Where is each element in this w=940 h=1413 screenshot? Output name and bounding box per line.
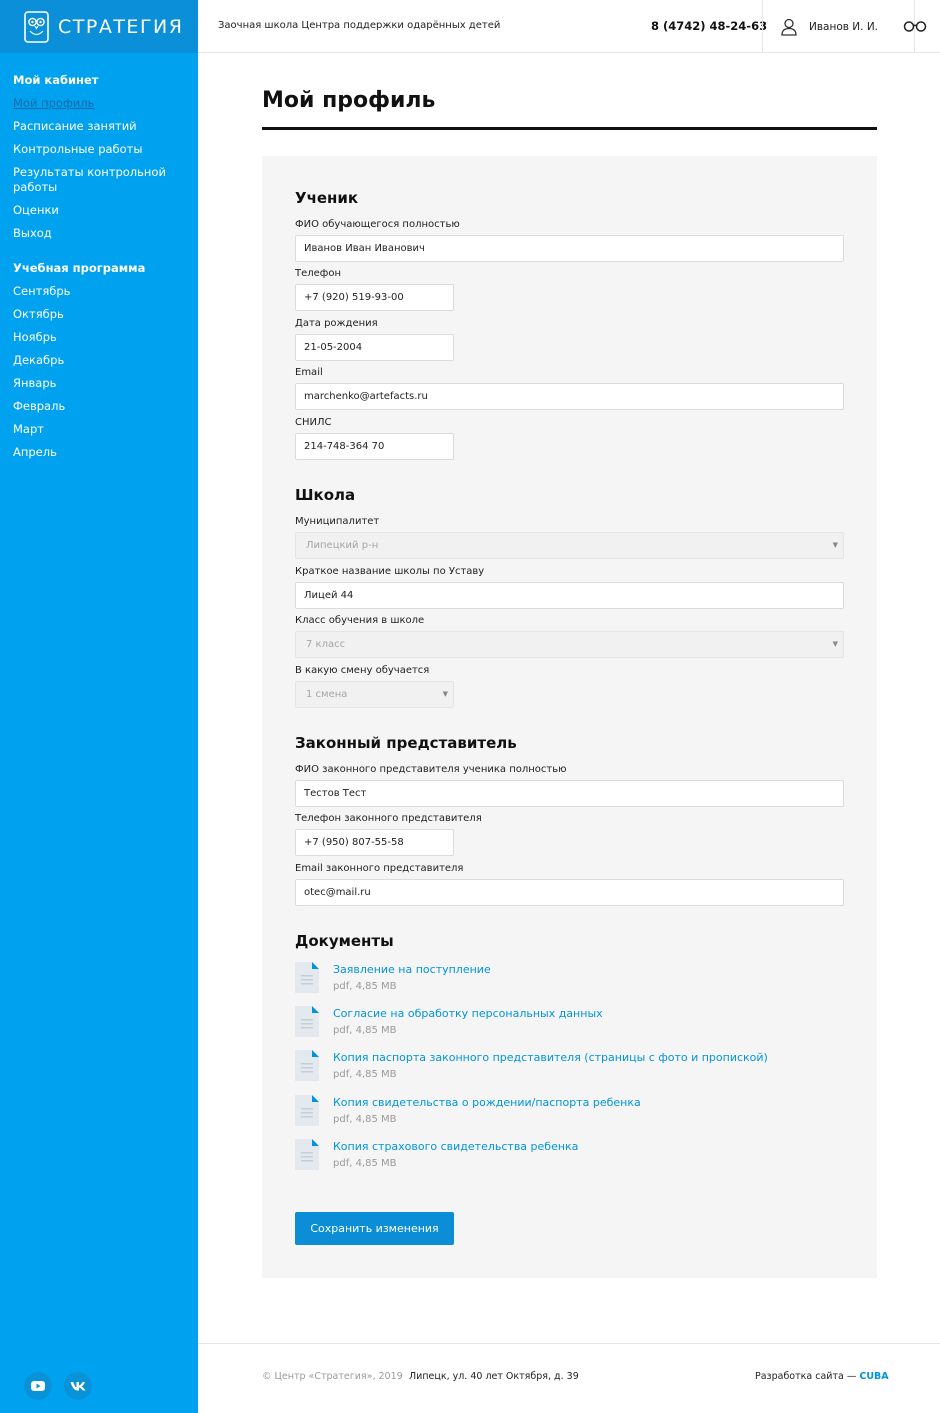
student-email-input[interactable]: marchenko@artefacts.ru (295, 383, 844, 410)
nav-section-title: Мой кабинет (13, 73, 99, 87)
document-link[interactable]: Копия паспорта законного представителя (страницы с фото и пропиской) (333, 1051, 768, 1064)
sidebar-item-march[interactable]: Март (13, 422, 44, 436)
contact-phone[interactable]: 8 (4742) 48-24-63 (651, 19, 768, 33)
sidebar-item-september[interactable]: Сентябрь (13, 284, 71, 298)
municipality-select[interactable] (295, 532, 844, 559)
student-birth-input[interactable]: 21-05-2004 (295, 334, 454, 361)
logo[interactable] (0, 0, 198, 53)
student-email-label: Email (295, 367, 323, 378)
document-item (295, 1095, 815, 1131)
student-birth-label: Дата рождения (295, 318, 378, 329)
document-meta: pdf, 4,85 MB (333, 1069, 397, 1080)
user-icon (781, 18, 797, 36)
sidebar (0, 0, 198, 1413)
title-divider (262, 127, 877, 130)
sidebar-item-april[interactable]: Апрель (13, 445, 57, 459)
document-link[interactable]: Копия страхового свидетельства ребенка (333, 1140, 579, 1153)
student-fio-label: ФИО обучающегося полностью (295, 219, 460, 230)
youtube-icon[interactable] (24, 1372, 52, 1400)
page-title: Мой профиль (262, 88, 436, 113)
chevron-down-icon: ▼ (442, 690, 448, 698)
document-link[interactable]: Согласие на обработку персональных данных (333, 1007, 603, 1020)
document-link[interactable]: Копия свидетельства о рождении/паспорта ребенка (333, 1096, 641, 1109)
shift-label: В какую смену обучается (295, 665, 430, 676)
vk-icon[interactable] (64, 1372, 92, 1400)
grade-value: 7 класс (306, 639, 346, 650)
section-school-title: Школа (295, 486, 356, 504)
sidebar-item-october[interactable]: Октябрь (13, 307, 64, 321)
document-link[interactable]: Заявление на поступление (333, 963, 491, 976)
student-fio-input[interactable]: Иванов Иван Иванович (295, 235, 844, 262)
document-item (295, 962, 815, 998)
user-menu[interactable] (762, 0, 915, 53)
school-name-label: Краткое название школы по Уставу (295, 566, 485, 577)
chevron-down-icon: ▼ (832, 541, 838, 549)
document-item (295, 1139, 815, 1175)
shift-value: 1 смена (306, 689, 348, 700)
nav-section-title: Учебная программа (13, 261, 146, 275)
shift-select[interactable] (295, 681, 454, 708)
nav-group-cabinet (13, 73, 185, 241)
grade-select[interactable] (295, 631, 844, 658)
sidebar-item-february[interactable]: Февраль (13, 399, 66, 413)
guardian-phone-input[interactable]: +7 (950) 807-55-58 (295, 829, 454, 856)
document-item (295, 1050, 815, 1086)
guardian-fio-label: ФИО законного представителя ученика полностью (295, 764, 567, 775)
sidebar-item-december[interactable]: Декабрь (13, 353, 65, 367)
section-guardian-title: Законный представитель (295, 734, 517, 752)
student-phone-label: Телефон (295, 268, 342, 279)
social-links (24, 1372, 92, 1400)
document-icon (295, 1139, 319, 1170)
document-meta: pdf, 4,85 MB (333, 1114, 397, 1125)
footer-address: Липецк, ул. 40 лет Октября, д. 39 (409, 1371, 579, 1382)
footer-divider (198, 1343, 940, 1344)
student-snils-label: СНИЛС (295, 417, 332, 428)
section-documents-title: Документы (295, 932, 394, 950)
student-snils-input[interactable]: 214-748-364 70 (295, 433, 454, 460)
sidebar-item-january[interactable]: Январь (13, 376, 57, 390)
school-name-input[interactable]: Лицей 44 (295, 582, 844, 609)
footer-copyright: © Центр «Стратегия», 2019 (262, 1371, 403, 1382)
sidebar-item-logout[interactable]: Выход (13, 226, 52, 240)
document-item (295, 1006, 815, 1042)
document-meta: pdf, 4,85 MB (333, 981, 397, 992)
document-icon (295, 1095, 319, 1126)
document-icon (295, 1006, 319, 1037)
sidebar-nav (0, 53, 198, 460)
sidebar-item-grades[interactable]: Оценки (13, 203, 59, 217)
municipality-label: Муниципалитет (295, 516, 380, 527)
sidebar-item-profile[interactable]: Мой профиль (13, 96, 95, 110)
glasses-icon[interactable] (903, 19, 927, 33)
school-tagline: Заочная школа Центра поддержки одарённых детей (218, 20, 501, 31)
grade-label: Класс обучения в школе (295, 615, 425, 626)
footer-developer (755, 1371, 889, 1382)
profile-form (262, 156, 877, 1278)
document-icon (295, 1050, 319, 1081)
sidebar-item-test-results[interactable]: Результаты контрольной работы (13, 165, 166, 194)
footer-dev-prefix: Разработка сайта — (755, 1371, 860, 1382)
student-phone-input[interactable]: +7 (920) 519-93-00 (295, 284, 454, 311)
save-button[interactable]: Сохранить изменения (295, 1212, 454, 1245)
nav-group-program (13, 261, 185, 460)
guardian-fio-input[interactable]: Тестов Тест (295, 780, 844, 807)
chevron-down-icon: ▼ (832, 640, 838, 648)
guardian-email-label: Email законного представителя (295, 863, 464, 874)
sidebar-item-schedule[interactable]: Расписание занятий (13, 119, 137, 133)
guardian-phone-label: Телефон законного представителя (295, 813, 482, 824)
top-header (198, 0, 940, 53)
sidebar-item-november[interactable]: Ноябрь (13, 330, 57, 344)
section-student-title: Ученик (295, 189, 359, 207)
brand-name: СТРАТЕГИЯ (58, 15, 184, 38)
guardian-email-input[interactable]: otec@mail.ru (295, 879, 844, 906)
owl-logo-icon (24, 11, 49, 43)
sidebar-item-tests[interactable]: Контрольные работы (13, 142, 143, 156)
developer-link[interactable]: CUBA (859, 1371, 889, 1382)
document-icon (295, 962, 319, 993)
user-name: Иванов И. И. (809, 20, 879, 33)
document-meta: pdf, 4,85 MB (333, 1025, 397, 1036)
document-meta: pdf, 4,85 MB (333, 1158, 397, 1169)
municipality-value: Липецкий р-н (306, 540, 379, 551)
